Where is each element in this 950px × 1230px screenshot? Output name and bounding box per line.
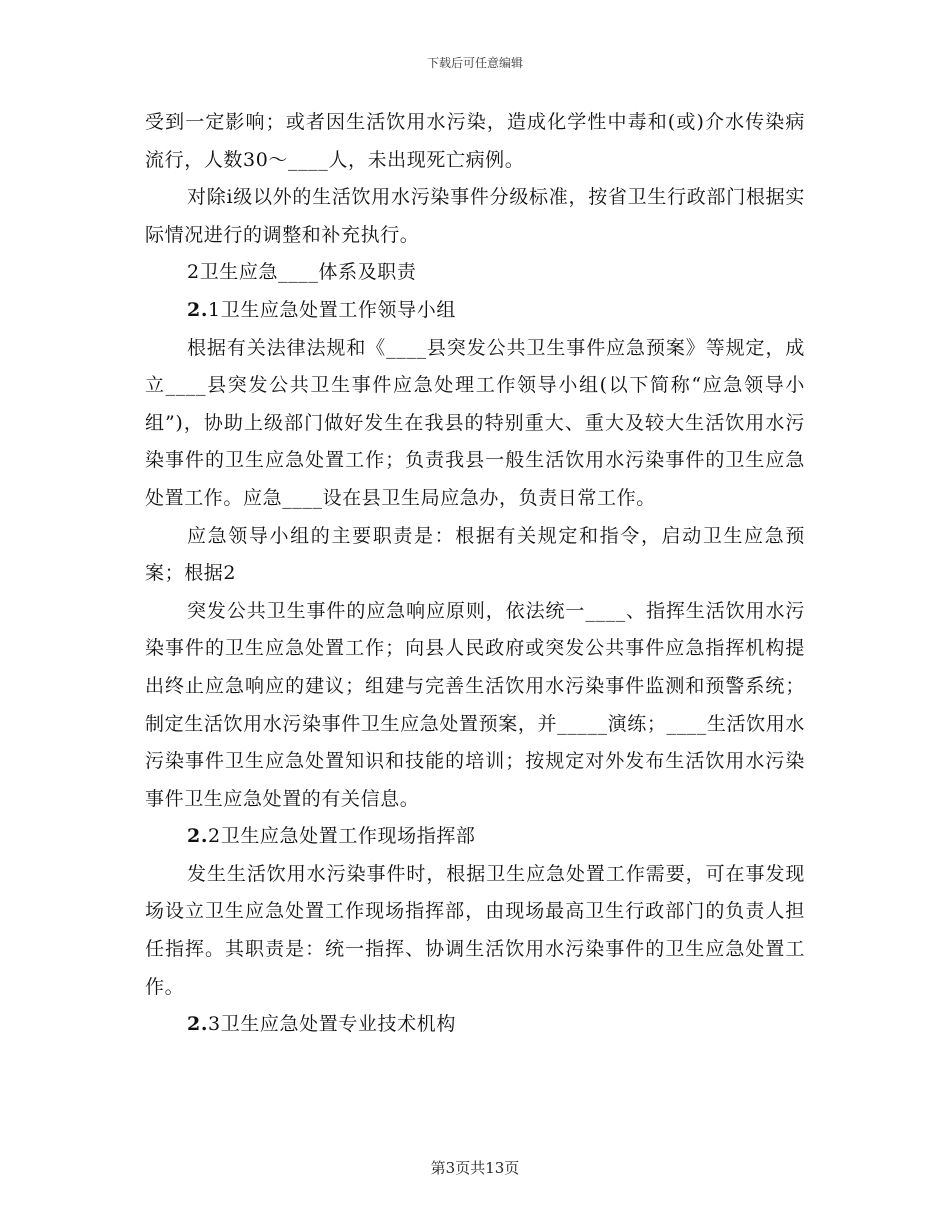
paragraph-prefix: 2. <box>187 298 209 321</box>
subsection-heading <box>145 1006 805 1044</box>
paragraph-text: 应急领导小组的主要职责是：根据有关规定和指令，启动卫生应急预案；根据2 <box>145 524 805 585</box>
paragraph-text: 3卫生应急处置专业技术机构 <box>208 1013 456 1036</box>
paragraph-text: 突发公共卫生事件的应急响应原则，依法统一____、指挥生活饮用水污染事件的卫生应急处置工作；向县人民政府或突发公共事件应急指挥机构提出终止应急响应的建议；组建与完善生活饮用水污染事件监测和预警系统；制定生活饮用水污染事件卫生应急处置预案，并_____演练；____生活饮用水污染事件卫生应急处置知识和技能的培训；按规定对外发布生活饮用水污染事件卫生应急处置的有关信息。 <box>145 599 805 810</box>
paragraph-text: 受到一定影响；或者因生活饮用水污染，造成化学性中毒和(或)介水传染病流行，人数30～____人，未出现死亡病例。 <box>145 111 805 171</box>
paragraph <box>145 104 805 179</box>
paragraph <box>145 518 805 593</box>
section-heading <box>145 254 805 292</box>
paragraph <box>145 856 805 1006</box>
paragraph <box>145 593 805 819</box>
paragraph-prefix: 2. <box>187 1013 209 1036</box>
paragraph-text: 发生生活饮用水污染事件时，根据卫生应急处置工作需要，可在事发现场设立卫生应急处置工作现场指挥部，由现场最高卫生行政部门的负责人担任指挥。其职责是：统一指挥、协调生活饮用水污染事件的卫生应急处置工作。 <box>145 862 805 998</box>
paragraph-text: 1卫生应急处置工作领导小组 <box>208 298 456 321</box>
paragraph-text: 2卫生应急____体系及职责 <box>187 261 417 284</box>
page-number: 第3页共13页 <box>430 1159 520 1177</box>
paragraph-prefix: 2. <box>187 825 209 848</box>
subsection-heading <box>145 292 805 330</box>
paragraph <box>145 330 805 518</box>
paragraph-text: 2卫生应急处置工作现场指挥部 <box>208 825 476 848</box>
document-body <box>145 104 805 1044</box>
paragraph <box>145 179 805 254</box>
subsection-heading <box>145 818 805 856</box>
paragraph-text: 根据有关法律法规和《____县突发公共卫生事件应急预案》等规定，成立____县突发公共卫生事件应急处理工作领导小组(以下简称“应急领导小组”)，协助上级部门做好发生在我县的特别重大、重大及较大生活饮用水污染事件的卫生应急处置工作；负责我县一般生活饮用水污染事件的卫生应急处置工作。应急____设在县卫生局应急办，负责日常工作。 <box>145 336 805 509</box>
paragraph-text: 对除i级以外的生活饮用水污染事件分级标准，按省卫生行政部门根据实际情况进行的调整和补充执行。 <box>145 186 805 246</box>
page-header: 下载后可任意编辑 <box>426 56 523 70</box>
